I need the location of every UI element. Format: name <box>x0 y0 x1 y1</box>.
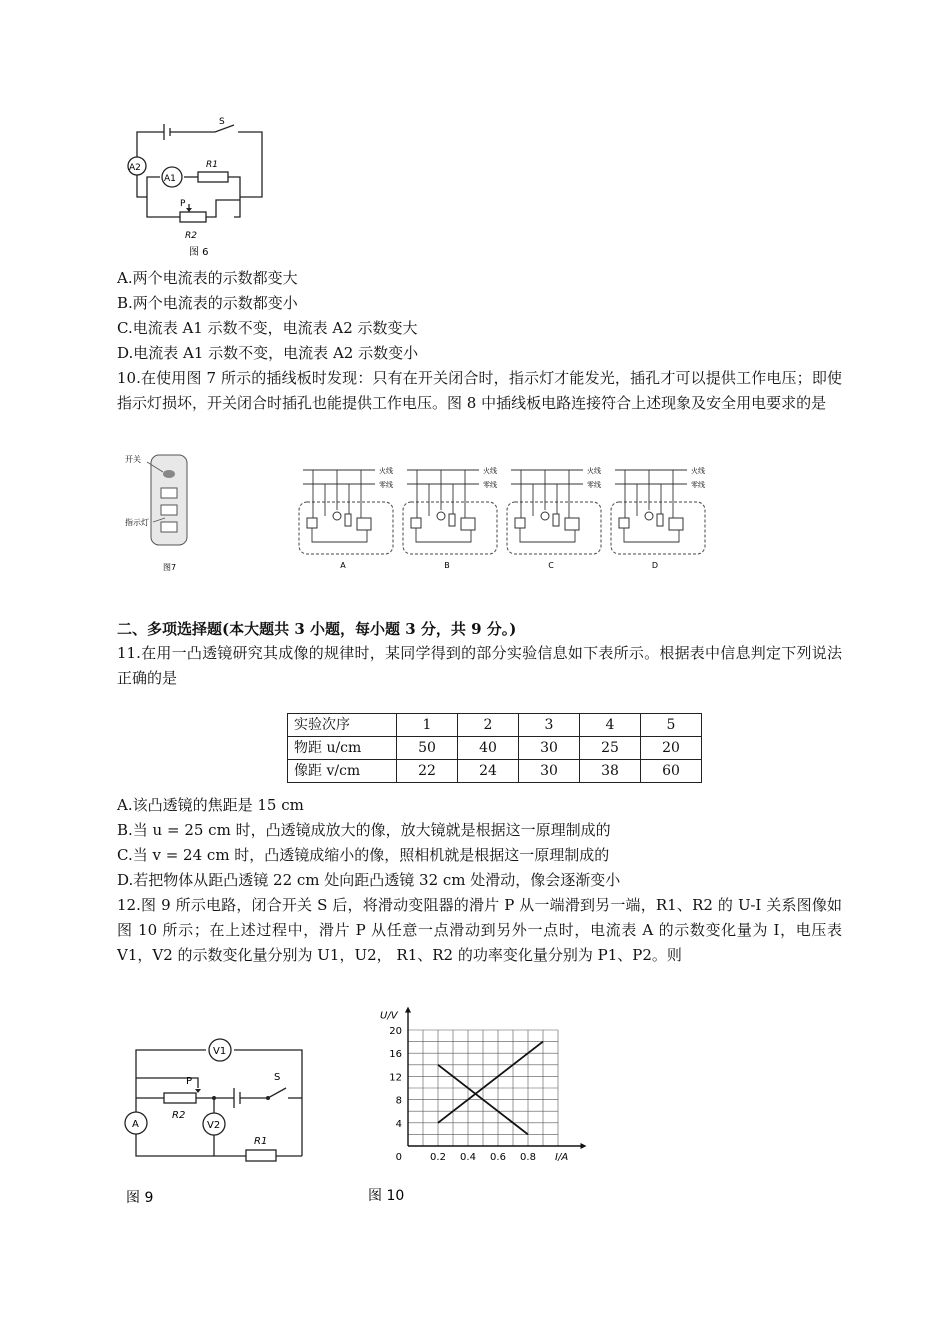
table-cell: 3 <box>519 714 580 737</box>
fig9-s-label: S <box>274 1072 281 1083</box>
fig8-option-B <box>403 466 497 570</box>
table-cell: 30 <box>519 737 580 760</box>
fig8-option-label: A <box>340 561 346 570</box>
table-cell: 20 <box>641 737 702 760</box>
table-cell: 50 <box>397 737 458 760</box>
fig9-r2-label: R2 <box>172 1110 186 1121</box>
table-cell: 38 <box>580 760 641 783</box>
fig8-indicator-lamp <box>437 512 445 520</box>
y-tick-label: 8 <box>395 1095 402 1107</box>
fig8-socket <box>461 518 475 530</box>
fig8-option-C <box>507 466 601 570</box>
q11-stem: 11.在用一凸透镜研究其成像的规律时，某同学得到的部分实验信息如下表所示。根据表中信息判定下列说法正确的是 <box>117 644 842 687</box>
fig8-switch <box>619 518 629 528</box>
x-tick-label: 0.8 <box>520 1152 536 1163</box>
figure-10-caption: 图 10 <box>368 1188 405 1204</box>
fig7-lamp-label: 指示灯 <box>125 518 149 527</box>
fig8-resistor <box>345 514 351 526</box>
label-p: P <box>180 199 186 209</box>
y-tick-label: 12 <box>389 1072 402 1084</box>
series-line-rising <box>438 1042 543 1123</box>
q9-option-d: D.电流表 A1 示数不变，电流表 A2 示数变小 <box>117 344 419 362</box>
fig8-option-label: B <box>444 561 450 570</box>
label-s: S <box>219 117 225 127</box>
fig8-socket <box>357 518 371 530</box>
figure-9-caption: 图 9 <box>126 1190 154 1206</box>
y-tick-label: 20 <box>389 1026 402 1037</box>
table-cell: 像距 v/cm <box>288 760 397 783</box>
fig8-socket <box>565 518 579 530</box>
fig8-neutral-label: 零线 <box>483 481 497 489</box>
figure-6-circuit <box>112 112 272 262</box>
fig8-option-label: C <box>548 561 554 570</box>
q9-option-a: A.两个电流表的示数都变大 <box>117 269 298 287</box>
fig8-wiring <box>625 470 673 518</box>
figure-7-power-strip <box>125 450 200 575</box>
fig8-resistor <box>657 514 663 526</box>
fig8-neutral-label: 零线 <box>379 481 393 489</box>
label-r1: R1 <box>206 160 218 170</box>
y-tick-label: 4 <box>395 1118 402 1130</box>
fig8-wiring <box>417 470 465 518</box>
table-cell: 30 <box>519 760 580 783</box>
table-cell: 40 <box>458 737 519 760</box>
fig9-r1-label: R1 <box>254 1136 268 1147</box>
table-cell: 物距 u/cm <box>288 737 397 760</box>
table-cell: 60 <box>641 760 702 783</box>
x-tick-label: 0.4 <box>460 1152 476 1163</box>
q10-stem: 10.在使用图 7 所示的插线板时发现：只有在开关闭合时，指示灯才能发光，插孔才可以提供工作电压；即使指示灯损坏，开关闭合时插孔也能提供工作电压。图 8 中插线板电路连接符合上述现象及安全用电要求的是 <box>117 369 842 412</box>
fig8-wiring <box>521 470 569 518</box>
fig9-a-label: A <box>132 1119 139 1130</box>
q12-stem: 12.图 9 所示电路，闭合开关 S 后，将滑动变阻器的滑片 P 从一端滑到另一端，R1、R2 的 U-I 关系图像如图 10 所示；在上述过程中，滑片 P 从任意一点滑动到另外一点时，电流表 A 的示数变化量为 I，电压表 V1，V2 的示数变化量分别为 U1，U2， R1、R2 的功率变化量分别为 P1、P2。则 <box>117 896 842 964</box>
q11-experiment-table <box>287 713 702 783</box>
fig8-indicator-lamp <box>541 512 549 520</box>
fig8-option-D <box>611 466 705 570</box>
table-cell: 实验次序 <box>288 714 397 737</box>
y-axis-label: U/V <box>380 1010 398 1022</box>
fig8-live-label: 火线 <box>691 467 705 475</box>
table-row <box>288 737 702 760</box>
fig8-live-label: 火线 <box>587 467 601 475</box>
figure-10-chart <box>360 998 569 1208</box>
fig9-v2-label: V2 <box>207 1120 221 1131</box>
x-axis-label: I/A <box>555 1152 569 1163</box>
fig8-indicator-lamp <box>645 512 653 520</box>
q9-option-c: C.电流表 A1 示数不变，电流表 A2 示数变大 <box>117 319 418 337</box>
q9-option-b: B.两个电流表的示数都变小 <box>117 294 298 312</box>
y-axis-arrow <box>405 1007 411 1013</box>
fig8-wiring <box>313 470 361 518</box>
fig8-switch <box>411 518 421 528</box>
q11-option-a: A.该凸透镜的焦距是 15 cm <box>117 796 304 814</box>
figure-6-caption: 图 6 <box>189 247 209 258</box>
fig8-resistor <box>449 514 455 526</box>
fig8-neutral-label: 零线 <box>587 481 601 489</box>
section-2-heading: 二、多项选择题(本大题共 3 小题，每小题 3 分，共 9 分。) <box>117 620 517 638</box>
q11-option-b: B.当 u = 25 cm 时，凸透镜成放大的像，放大镜就是根据这一原理制成的 <box>117 821 611 839</box>
y-tick-label: 16 <box>389 1049 402 1061</box>
fig8-switch <box>515 518 525 528</box>
fig9-p-label: P <box>186 1076 193 1087</box>
figure-8-options <box>295 458 710 573</box>
x-axis-arrow <box>581 1143 587 1149</box>
table-cell: 25 <box>580 737 641 760</box>
fig7-switch-label: 开关 <box>125 455 141 464</box>
table-row <box>288 760 702 783</box>
table-cell: 22 <box>397 760 458 783</box>
figure-7-caption: 图7 <box>163 563 177 572</box>
fig8-switch <box>307 518 317 528</box>
fig8-neutral-label: 零线 <box>691 481 705 489</box>
fig8-indicator-lamp <box>333 512 341 520</box>
label-a1: A1 <box>164 174 176 184</box>
table-row <box>288 714 702 737</box>
x-tick-label: 0.2 <box>430 1152 446 1163</box>
table-cell: 1 <box>397 714 458 737</box>
fig8-live-label: 火线 <box>379 467 393 475</box>
q11-option-c: C.当 v = 24 cm 时，凸透镜成缩小的像，照相机就是根据这一原理制成的 <box>117 846 610 864</box>
q11-option-d: D.若把物体从距凸透镜 22 cm 处向距凸透镜 32 cm 处滑动，像会逐渐变小 <box>117 871 621 889</box>
fig8-live-label: 火线 <box>483 467 497 475</box>
table-cell: 2 <box>458 714 519 737</box>
table-cell: 4 <box>580 714 641 737</box>
origin-label: 0 <box>395 1152 402 1163</box>
fig8-option-A <box>299 466 393 570</box>
table-cell: 5 <box>641 714 702 737</box>
table-cell: 24 <box>458 760 519 783</box>
label-a2: A2 <box>129 163 141 173</box>
x-tick-label: 0.6 <box>490 1152 506 1163</box>
fig9-v1-label: V1 <box>213 1046 227 1057</box>
fig8-option-label: D <box>651 561 659 570</box>
fig8-socket <box>669 518 683 530</box>
figure-9-circuit <box>118 1030 318 1210</box>
fig8-resistor <box>553 514 559 526</box>
label-r2: R2 <box>185 231 197 241</box>
